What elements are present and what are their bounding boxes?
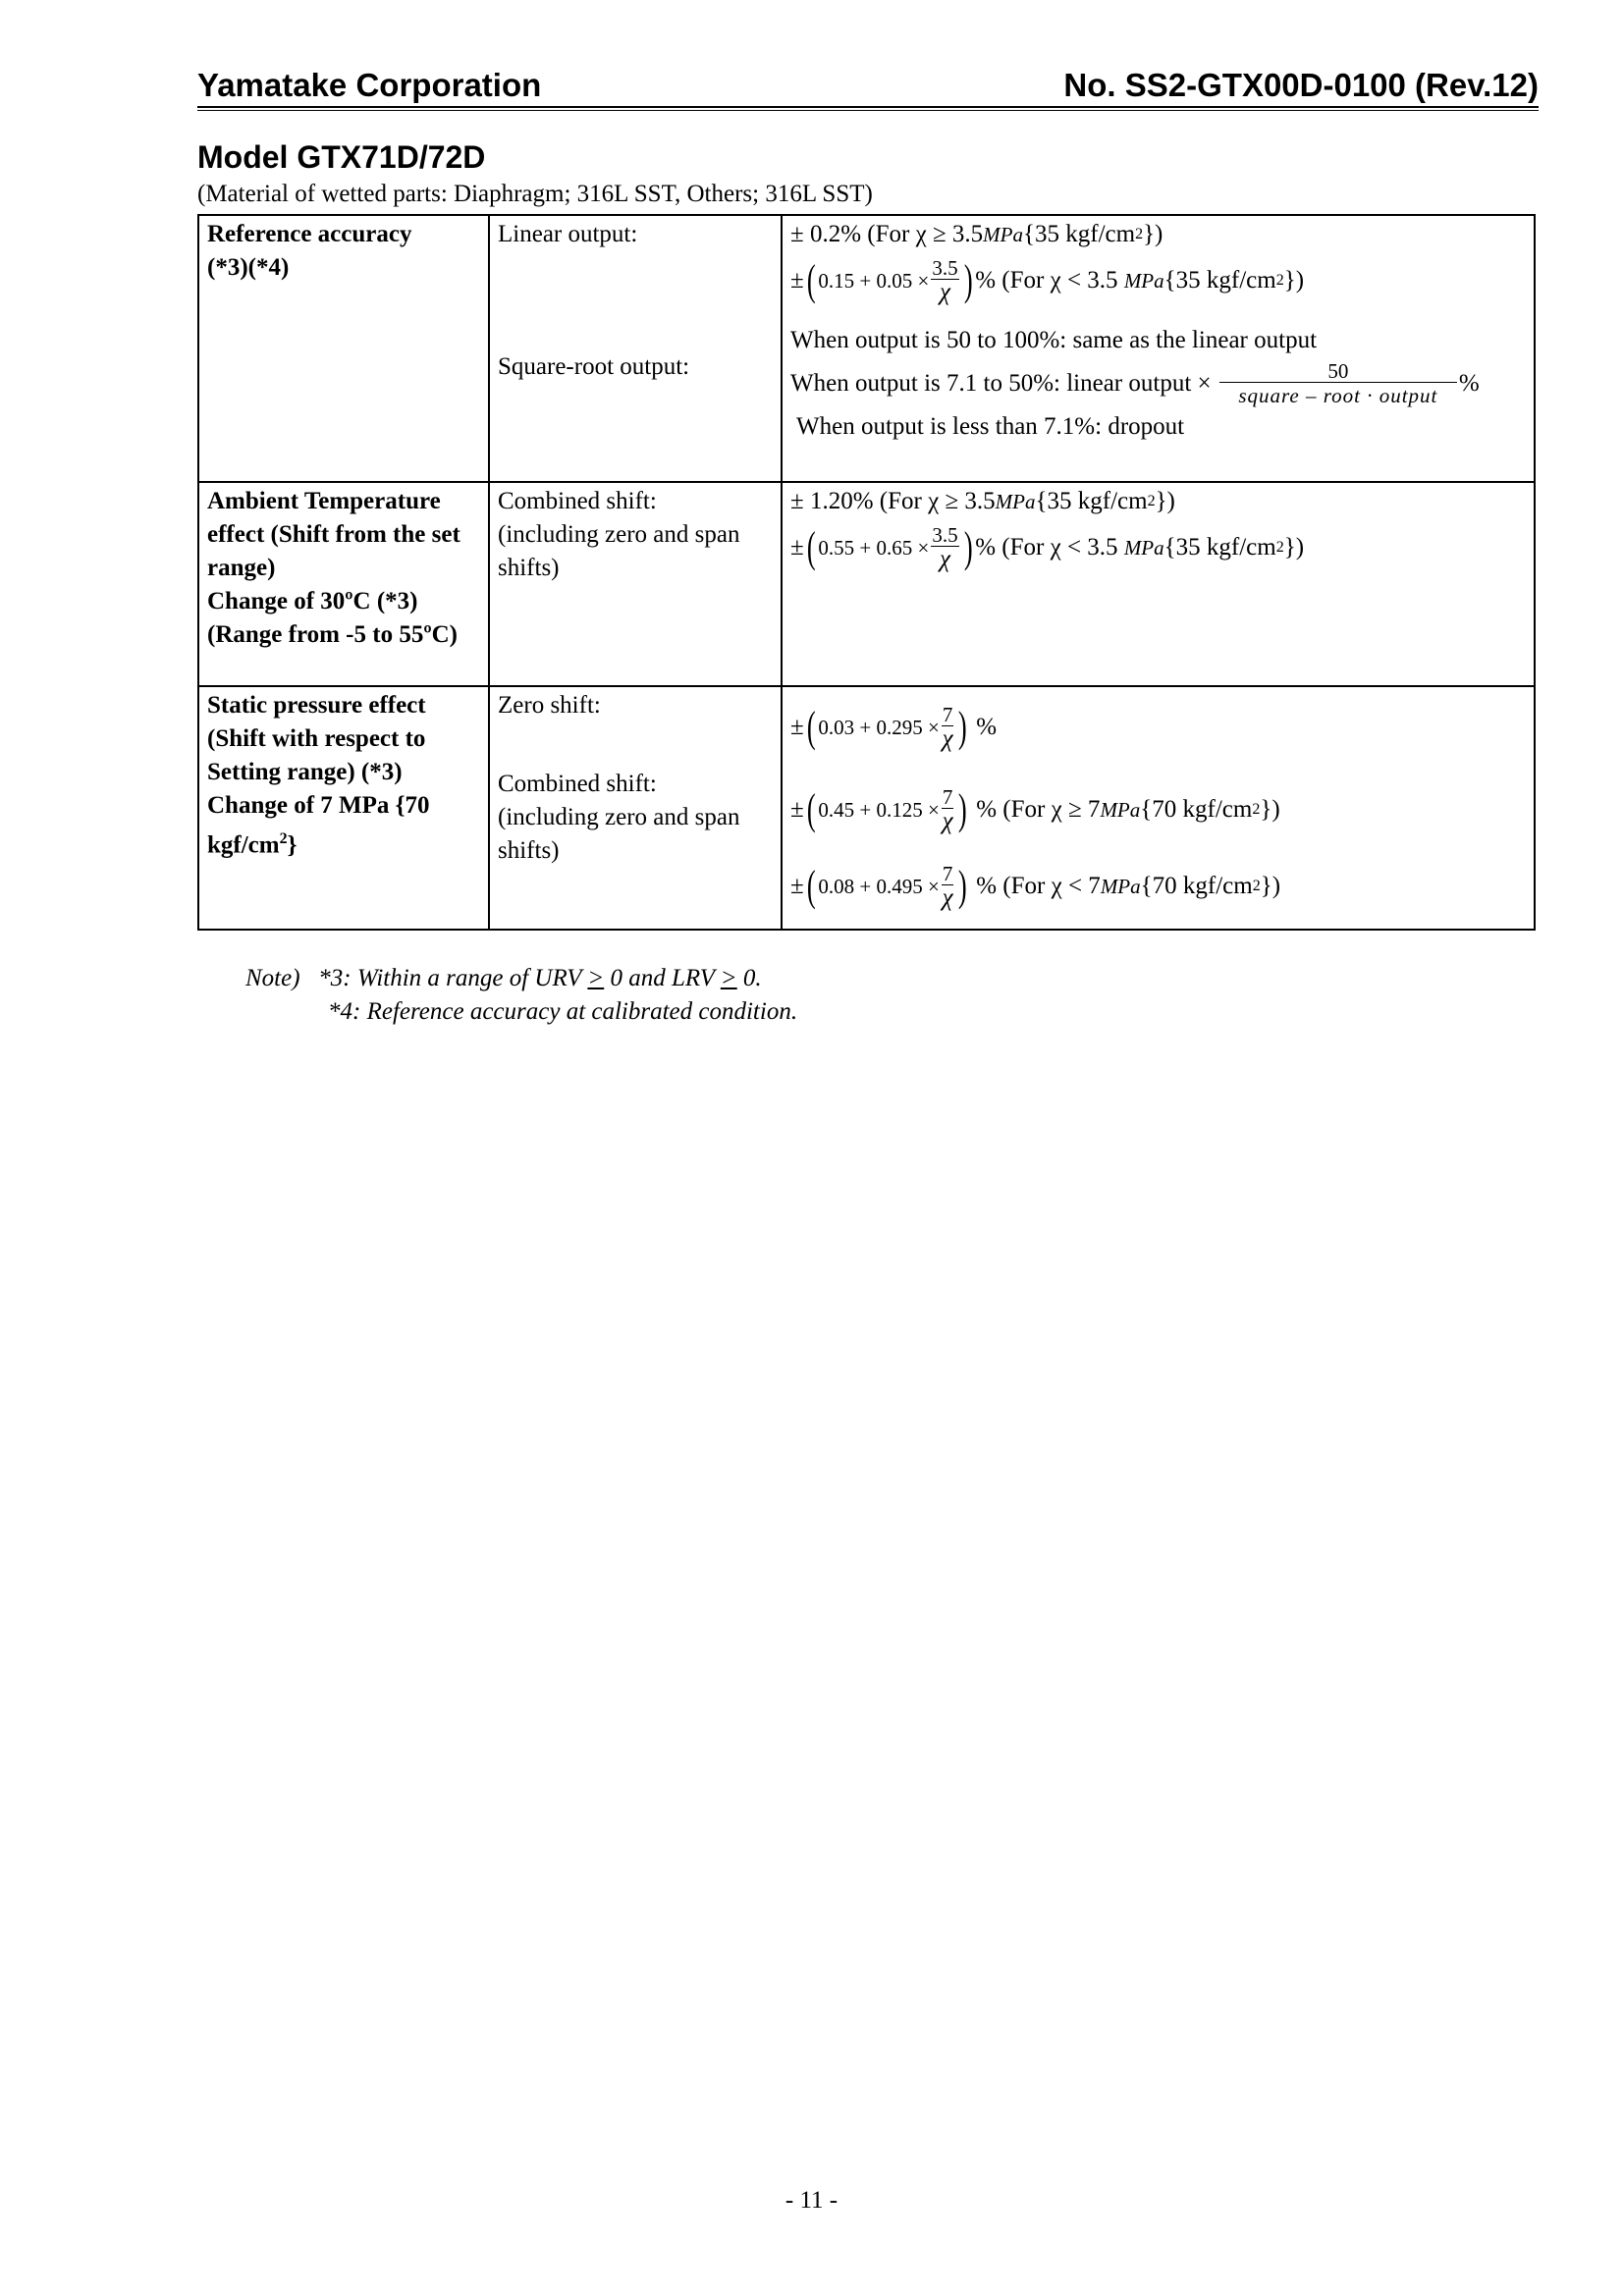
notes: [245, 962, 797, 1029]
formula-line: ± ( 0.15 + 0.05 × $\frac{3.5}{\chi}$ ) % (For χ < 3.5 MPa {35 kgf/cm 2 }): [790, 255, 1305, 305]
row-label: Ambient Temperature effect (Shift from the set range) Change of 30ºC (*3) (Range from -5 to 55ºC): [198, 482, 489, 686]
document-number: No. SS2-GTX00D-0100 (Rev.12): [1063, 67, 1539, 103]
table-row: [198, 482, 1535, 686]
linear-output-label: Linear output:: [498, 221, 638, 247]
note-3: Note) *3: Within a range of URV > 0 and LRV > 0.: [245, 965, 762, 991]
header-rule: [197, 110, 1539, 111]
formula-line: When output is less than 7.1%: dropout: [796, 413, 1185, 440]
row-label: Static pressure effect (Shift with respect to Setting range) (*3) Change of 7 MPa {70 kgf/$cm^2$}: [198, 686, 489, 930]
company-name: Yamatake Corporation: [197, 67, 542, 103]
zero-shift-label: Zero shift:: [498, 692, 601, 719]
square-root-output-label: Square-root output:: [498, 353, 690, 380]
model-subtitle: (Material of wetted parts: Diaphragm; 316L SST, Others; 316L SST): [197, 181, 873, 207]
row-label: Reference accuracy (*3)(*4): [198, 215, 489, 482]
spec-table: [197, 214, 1536, 931]
model-title: Model GTX71D/72D: [197, 139, 486, 175]
formula-cell: [782, 686, 1535, 930]
formula-line: ± 1.20% (For χ ≥ 3.5 MPa {35 kgf/cm 2 }): [790, 488, 1175, 514]
formula-line: When output is 50 to 100%: same as the linear output: [790, 327, 1318, 353]
formula-line: ± ( 0.55 + 0.65 × $\frac{3.5}{\chi}$ ) % (For χ < 3.5 MPa {35 kgf/cm 2 }): [790, 522, 1305, 572]
page-number: - 11 -: [784, 2187, 839, 2214]
formula-line: ± ( 0.45 + 0.125 × $\frac{7}{\chi}$ ) % (For χ ≥ 7 MPa {70 kgf/cm 2 }): [790, 784, 1280, 834]
note-4: *4: Reference accuracy at calibrated condition.: [328, 998, 798, 1025]
formula-line: ± ( 0.08 + 0.495 × $\frac{7}{\chi}$ ) % (For χ < 7 MPa {70 kgf/cm 2 }): [790, 861, 1281, 911]
formula-line: ± 0.2% (For χ ≥ 3.5 MPa {35 kgf/cm 2 }): [790, 221, 1163, 247]
output-labels: [489, 215, 782, 482]
combined-shift-label: Combined shift: (including zero and span shifts): [489, 482, 782, 686]
formula-cell: [782, 215, 1535, 482]
page-header: [197, 63, 1539, 108]
table-row: [198, 686, 1535, 930]
table-row: [198, 215, 1535, 482]
formula-cell: [782, 482, 1535, 686]
formula-line: ± ( 0.03 + 0.295 × $\frac{7}{\chi}$ ) %: [790, 702, 998, 752]
output-labels: [489, 686, 782, 930]
formula-line: When output is 7.1 to 50%: linear output × $\frac{50}{\text{square – root · output}}$ %: [790, 358, 1480, 407]
combined-shift-label: Combined shift: (including zero and span shifts): [498, 771, 740, 864]
